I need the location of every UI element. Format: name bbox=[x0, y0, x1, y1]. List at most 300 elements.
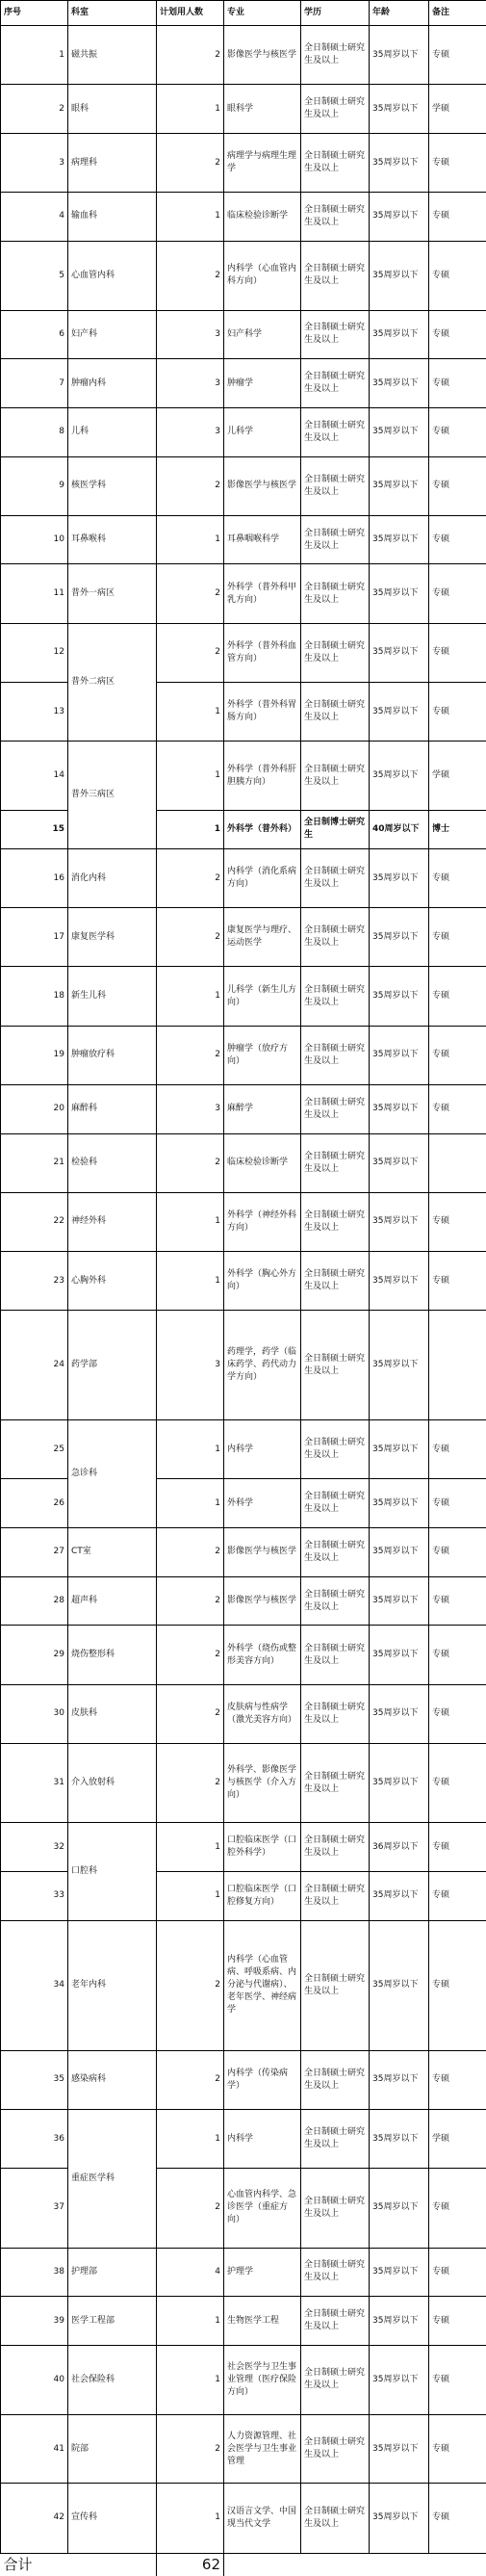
age-cell: 35周岁以下 bbox=[370, 2169, 429, 2248]
header-row bbox=[1, 1, 486, 26]
plan-count: 1 bbox=[157, 1420, 224, 1479]
note-cell: 专硕 bbox=[429, 682, 486, 741]
row-number: 35 bbox=[1, 2050, 68, 2109]
plan-count: 4 bbox=[157, 2248, 224, 2297]
note-cell: 专硕 bbox=[429, 2248, 486, 2297]
table-row bbox=[1, 2345, 486, 2414]
dept-cell: 核医学科 bbox=[68, 456, 157, 515]
dept-cell: 肿瘤放疗科 bbox=[68, 1026, 157, 1084]
education-cell: 全日制硕士研究生及以上 bbox=[301, 1871, 370, 1920]
age-cell: 35周岁以下 bbox=[370, 2414, 429, 2484]
dept-cell: 超声科 bbox=[68, 1576, 157, 1626]
major-cell: 内科学 bbox=[224, 2109, 301, 2168]
plan-count: 1 bbox=[157, 682, 224, 741]
age-cell: 35周岁以下 bbox=[370, 2248, 429, 2297]
table-body bbox=[1, 26, 486, 2554]
note-cell: 专硕 bbox=[429, 359, 486, 408]
age-cell: 35周岁以下 bbox=[370, 1420, 429, 1479]
age-cell: 35周岁以下 bbox=[370, 407, 429, 456]
major-cell: 外科学（普外科胃肠方向） bbox=[224, 682, 301, 741]
education-cell: 全日制硕士研究生及以上 bbox=[301, 2345, 370, 2414]
dept-cell: 耳鼻喉科 bbox=[68, 515, 157, 564]
age-cell: 35周岁以下 bbox=[370, 1528, 429, 1577]
note-cell: 专硕 bbox=[429, 407, 486, 456]
note-cell: 专硕 bbox=[429, 1192, 486, 1251]
major-cell: 心血管内科学、急诊医学（重症方向） bbox=[224, 2169, 301, 2248]
table-row bbox=[1, 1684, 486, 1743]
major-cell: 内科学 bbox=[224, 1420, 301, 1479]
table-row bbox=[1, 2297, 486, 2346]
table-row bbox=[1, 1252, 486, 1311]
table-row bbox=[1, 1920, 486, 2050]
dept-cell: 康复医学科 bbox=[68, 908, 157, 967]
education-cell: 全日制硕士研究生及以上 bbox=[301, 1920, 370, 2050]
major-cell: 眼科学 bbox=[224, 85, 301, 134]
note-cell: 专硕 bbox=[429, 2169, 486, 2248]
row-number: 23 bbox=[1, 1252, 68, 1311]
age-cell: 35周岁以下 bbox=[370, 623, 429, 682]
major-cell: 内科学（传染病学） bbox=[224, 2050, 301, 2109]
major-cell: 外科学（普外科） bbox=[224, 810, 301, 848]
row-number: 33 bbox=[1, 1871, 68, 1920]
education-cell: 全日制硕士研究生及以上 bbox=[301, 2248, 370, 2297]
major-cell: 康复医学与理疗、运动医学 bbox=[224, 908, 301, 967]
note-cell: 学硕 bbox=[429, 742, 486, 811]
major-cell: 麻醉学 bbox=[224, 1084, 301, 1133]
education-cell: 全日制硕士研究生及以上 bbox=[301, 2169, 370, 2248]
header-note: 备注 bbox=[429, 1, 486, 26]
note-cell: 专硕 bbox=[429, 2050, 486, 2109]
row-number: 30 bbox=[1, 1684, 68, 1743]
education-cell: 全日制硕士研究生及以上 bbox=[301, 1084, 370, 1133]
dept-cell: 新生儿科 bbox=[68, 967, 157, 1026]
row-number: 12 bbox=[1, 623, 68, 682]
dept-cell: 药学部 bbox=[68, 1311, 157, 1420]
age-cell: 35周岁以下 bbox=[370, 2484, 429, 2553]
row-number: 37 bbox=[1, 2169, 68, 2248]
row-number: 39 bbox=[1, 2297, 68, 2346]
dept-cell: 心血管内科 bbox=[68, 241, 157, 310]
plan-count: 1 bbox=[157, 810, 224, 848]
dept-cell: 心胸外科 bbox=[68, 1252, 157, 1311]
plan-count: 1 bbox=[157, 2109, 224, 2168]
education-cell: 全日制硕士研究生及以上 bbox=[301, 908, 370, 967]
plan-count: 1 bbox=[157, 967, 224, 1026]
plan-count: 1 bbox=[157, 2484, 224, 2553]
major-cell: 内科学（心血管病、呼吸系病、内分泌与代谢病）、老年医学、神经病学 bbox=[224, 1920, 301, 2050]
major-cell: 病理学与病理生理学 bbox=[224, 133, 301, 192]
age-cell: 35周岁以下 bbox=[370, 742, 429, 811]
row-number: 40 bbox=[1, 2345, 68, 2414]
education-cell: 全日制硕士研究生及以上 bbox=[301, 623, 370, 682]
age-cell: 35周岁以下 bbox=[370, 564, 429, 623]
age-cell: 35周岁以下 bbox=[370, 1576, 429, 1626]
note-cell: 专硕 bbox=[429, 1479, 486, 1528]
note-cell: 专硕 bbox=[429, 1576, 486, 1626]
row-number: 31 bbox=[1, 1743, 68, 1822]
row-number: 11 bbox=[1, 564, 68, 623]
note-cell bbox=[429, 1133, 486, 1192]
age-cell: 35周岁以下 bbox=[370, 85, 429, 134]
plan-count: 2 bbox=[157, 1626, 224, 1684]
plan-count: 1 bbox=[157, 1192, 224, 1251]
dept-cell: 皮肤科 bbox=[68, 1684, 157, 1743]
plan-count: 2 bbox=[157, 1576, 224, 1626]
note-cell: 专硕 bbox=[429, 2345, 486, 2414]
major-cell: 外科学（普外科肝胆胰方向） bbox=[224, 742, 301, 811]
plan-count: 2 bbox=[157, 623, 224, 682]
table-row bbox=[1, 1192, 486, 1251]
dept-cell: 宣传科 bbox=[68, 2484, 157, 2553]
major-cell: 外科学（烧伤或整形美容方向） bbox=[224, 1626, 301, 1684]
education-cell: 全日制硕士研究生及以上 bbox=[301, 1823, 370, 1872]
note-cell: 专硕 bbox=[429, 133, 486, 192]
age-cell: 35周岁以下 bbox=[370, 849, 429, 908]
plan-count: 2 bbox=[157, 133, 224, 192]
education-cell: 全日制硕士研究生及以上 bbox=[301, 85, 370, 134]
dept-cell: 普外三病区 bbox=[68, 742, 157, 849]
plan-count: 2 bbox=[157, 908, 224, 967]
row-number: 41 bbox=[1, 2414, 68, 2484]
education-cell: 全日制硕士研究生及以上 bbox=[301, 2050, 370, 2109]
row-number: 25 bbox=[1, 1420, 68, 1479]
major-cell: 护理学 bbox=[224, 2248, 301, 2297]
major-cell: 儿科学（新生儿方向） bbox=[224, 967, 301, 1026]
age-cell: 35周岁以下 bbox=[370, 967, 429, 1026]
note-cell: 专硕 bbox=[429, 2484, 486, 2553]
plan-count: 1 bbox=[157, 742, 224, 811]
plan-count: 1 bbox=[157, 1871, 224, 1920]
age-cell: 35周岁以下 bbox=[370, 1479, 429, 1528]
major-cell: 外科学（普外科血管方向） bbox=[224, 623, 301, 682]
major-cell: 肿瘤学 bbox=[224, 359, 301, 408]
note-cell: 专硕 bbox=[429, 456, 486, 515]
row-number: 9 bbox=[1, 456, 68, 515]
row-number: 18 bbox=[1, 967, 68, 1026]
note-cell: 专硕 bbox=[429, 515, 486, 564]
plan-count: 2 bbox=[157, 1684, 224, 1743]
age-cell: 35周岁以下 bbox=[370, 1252, 429, 1311]
education-cell: 全日制硕士研究生及以上 bbox=[301, 742, 370, 811]
major-cell: 影像医学与核医学 bbox=[224, 26, 301, 85]
age-cell: 35周岁以下 bbox=[370, 26, 429, 85]
plan-count: 3 bbox=[157, 310, 224, 359]
plan-count: 2 bbox=[157, 1528, 224, 1577]
table-row bbox=[1, 1576, 486, 1626]
dept-cell: 普外二病区 bbox=[68, 623, 157, 741]
plan-count: 1 bbox=[157, 1252, 224, 1311]
note-cell: 专硕 bbox=[429, 908, 486, 967]
age-cell: 35周岁以下 bbox=[370, 1920, 429, 2050]
note-cell: 专硕 bbox=[429, 849, 486, 908]
row-number: 13 bbox=[1, 682, 68, 741]
dept-cell: 眼科 bbox=[68, 85, 157, 134]
row-number: 7 bbox=[1, 359, 68, 408]
table-row bbox=[1, 2484, 486, 2553]
plan-count: 3 bbox=[157, 359, 224, 408]
education-cell: 全日制硕士研究生及以上 bbox=[301, 515, 370, 564]
plan-count: 2 bbox=[157, 1026, 224, 1084]
age-cell: 35周岁以下 bbox=[370, 2050, 429, 2109]
table-row bbox=[1, 1026, 486, 1084]
education-cell: 全日制硕士研究生及以上 bbox=[301, 310, 370, 359]
plan-count: 1 bbox=[157, 193, 224, 242]
table-row bbox=[1, 26, 486, 85]
major-cell: 影像医学与核医学 bbox=[224, 1528, 301, 1577]
row-number: 20 bbox=[1, 1084, 68, 1133]
education-cell: 全日制硕士研究生及以上 bbox=[301, 456, 370, 515]
table-row bbox=[1, 85, 486, 134]
row-number: 17 bbox=[1, 908, 68, 967]
major-cell: 外科学（胸心外方向） bbox=[224, 1252, 301, 1311]
plan-count: 1 bbox=[157, 1479, 224, 1528]
major-cell: 临床检验诊断学 bbox=[224, 1133, 301, 1192]
major-cell: 外科学、影像医学与核医学（介入方向） bbox=[224, 1743, 301, 1822]
education-cell: 全日制硕士研究生及以上 bbox=[301, 682, 370, 741]
education-cell: 全日制硕士研究生及以上 bbox=[301, 1626, 370, 1684]
table-row bbox=[1, 1311, 486, 1420]
education-cell: 全日制硕士研究生及以上 bbox=[301, 1420, 370, 1479]
plan-count: 2 bbox=[157, 1743, 224, 1822]
row-number: 19 bbox=[1, 1026, 68, 1084]
table-row bbox=[1, 967, 486, 1026]
dept-cell: 磁共振 bbox=[68, 26, 157, 85]
row-number: 21 bbox=[1, 1133, 68, 1192]
table-row bbox=[1, 742, 486, 811]
row-number: 32 bbox=[1, 1823, 68, 1872]
plan-count: 3 bbox=[157, 407, 224, 456]
major-cell: 人力资源管理、社会医学与卫生事业管理 bbox=[224, 2414, 301, 2484]
header-dept: 科室 bbox=[68, 1, 157, 26]
row-number: 3 bbox=[1, 133, 68, 192]
dept-cell: 输血科 bbox=[68, 193, 157, 242]
row-number: 5 bbox=[1, 241, 68, 310]
row-number: 16 bbox=[1, 849, 68, 908]
plan-count: 2 bbox=[157, 241, 224, 310]
total-count: 62 bbox=[157, 2553, 224, 2576]
table-row bbox=[1, 310, 486, 359]
header-count: 计划用人数 bbox=[157, 1, 224, 26]
plan-count: 1 bbox=[157, 515, 224, 564]
age-cell: 35周岁以下 bbox=[370, 908, 429, 967]
row-number: 8 bbox=[1, 407, 68, 456]
table-row bbox=[1, 2109, 486, 2168]
header-major: 专业 bbox=[224, 1, 301, 26]
table-row bbox=[1, 193, 486, 242]
dept-cell: 介入放射科 bbox=[68, 1743, 157, 1822]
age-cell: 35周岁以下 bbox=[370, 515, 429, 564]
age-cell: 35周岁以下 bbox=[370, 1311, 429, 1420]
header-edu: 学历 bbox=[301, 1, 370, 26]
table-row bbox=[1, 1626, 486, 1684]
major-cell: 外科学 bbox=[224, 1479, 301, 1528]
age-cell: 35周岁以下 bbox=[370, 1626, 429, 1684]
row-number: 34 bbox=[1, 1920, 68, 2050]
dept-cell: 妇产科 bbox=[68, 310, 157, 359]
education-cell: 全日制硕士研究生及以上 bbox=[301, 1192, 370, 1251]
age-cell: 35周岁以下 bbox=[370, 133, 429, 192]
plan-count: 2 bbox=[157, 26, 224, 85]
table-row bbox=[1, 2050, 486, 2109]
note-cell: 专硕 bbox=[429, 2297, 486, 2346]
dept-cell: 医学工程部 bbox=[68, 2297, 157, 2346]
row-number: 38 bbox=[1, 2248, 68, 2297]
plan-count: 3 bbox=[157, 1084, 224, 1133]
major-cell: 临床检验诊断学 bbox=[224, 193, 301, 242]
note-cell: 专硕 bbox=[429, 193, 486, 242]
table-row bbox=[1, 564, 486, 623]
major-cell: 影像医学与核医学 bbox=[224, 456, 301, 515]
dept-cell: 社会保险科 bbox=[68, 2345, 157, 2414]
education-cell: 全日制硕士研究生及以上 bbox=[301, 1743, 370, 1822]
table-row bbox=[1, 1528, 486, 1577]
age-cell: 35周岁以下 bbox=[370, 456, 429, 515]
dept-cell: 检验科 bbox=[68, 1133, 157, 1192]
row-number: 15 bbox=[1, 810, 68, 848]
dept-cell: CT室 bbox=[68, 1528, 157, 1577]
education-cell: 全日制硕士研究生及以上 bbox=[301, 1684, 370, 1743]
note-cell: 专硕 bbox=[429, 564, 486, 623]
row-number: 27 bbox=[1, 1528, 68, 1577]
table-row bbox=[1, 2414, 486, 2484]
major-cell: 皮肤病与性病学（激光美容方向） bbox=[224, 1684, 301, 1743]
major-cell: 内科学（消化系病方向） bbox=[224, 849, 301, 908]
education-cell: 全日制硕士研究生及以上 bbox=[301, 1479, 370, 1528]
major-cell: 影像医学与核医学 bbox=[224, 1576, 301, 1626]
note-cell: 专硕 bbox=[429, 1823, 486, 1872]
education-cell: 全日制硕士研究生及以上 bbox=[301, 2297, 370, 2346]
major-cell: 肿瘤学（放疗方向） bbox=[224, 1026, 301, 1084]
plan-count: 1 bbox=[157, 2297, 224, 2346]
plan-count: 1 bbox=[157, 85, 224, 134]
note-cell: 专硕 bbox=[429, 310, 486, 359]
dept-cell: 消化内科 bbox=[68, 849, 157, 908]
table-row bbox=[1, 407, 486, 456]
education-cell: 全日制博士研究生 bbox=[301, 810, 370, 848]
note-cell: 专硕 bbox=[429, 1871, 486, 1920]
note-cell: 专硕 bbox=[429, 967, 486, 1026]
age-cell: 35周岁以下 bbox=[370, 1084, 429, 1133]
note-cell: 专硕 bbox=[429, 1684, 486, 1743]
education-cell: 全日制硕士研究生及以上 bbox=[301, 133, 370, 192]
note-cell: 专硕 bbox=[429, 2414, 486, 2484]
dept-cell: 病理科 bbox=[68, 133, 157, 192]
header-no: 序号 bbox=[1, 1, 68, 26]
total-spacer bbox=[224, 2553, 486, 2576]
row-number: 2 bbox=[1, 85, 68, 134]
table-row bbox=[1, 2248, 486, 2297]
plan-count: 2 bbox=[157, 1133, 224, 1192]
row-number: 22 bbox=[1, 1192, 68, 1251]
major-cell: 儿科学 bbox=[224, 407, 301, 456]
plan-count: 2 bbox=[157, 456, 224, 515]
plan-count: 2 bbox=[157, 2169, 224, 2248]
dept-cell: 感染病科 bbox=[68, 2050, 157, 2109]
total-row bbox=[1, 2553, 486, 2576]
major-cell: 外科学（神经外科方向） bbox=[224, 1192, 301, 1251]
note-cell: 专硕 bbox=[429, 1920, 486, 2050]
table-row bbox=[1, 1133, 486, 1192]
major-cell: 内科学（心血管内科方向） bbox=[224, 241, 301, 310]
row-number: 6 bbox=[1, 310, 68, 359]
education-cell: 全日制硕士研究生及以上 bbox=[301, 849, 370, 908]
table-row bbox=[1, 359, 486, 408]
major-cell: 汉语言文学、中国现当代文学 bbox=[224, 2484, 301, 2553]
major-cell: 耳鼻咽喉科学 bbox=[224, 515, 301, 564]
major-cell: 社会医学与卫生事业管理（医疗保险方向） bbox=[224, 2345, 301, 2414]
education-cell: 全日制硕士研究生及以上 bbox=[301, 1133, 370, 1192]
table-row bbox=[1, 908, 486, 967]
plan-count: 2 bbox=[157, 849, 224, 908]
row-number: 4 bbox=[1, 193, 68, 242]
age-cell: 35周岁以下 bbox=[370, 2297, 429, 2346]
education-cell: 全日制硕士研究生及以上 bbox=[301, 1528, 370, 1577]
dept-cell: 儿科 bbox=[68, 407, 157, 456]
note-cell: 专硕 bbox=[429, 623, 486, 682]
note-cell: 博士 bbox=[429, 810, 486, 848]
note-cell: 专硕 bbox=[429, 1084, 486, 1133]
age-cell: 35周岁以下 bbox=[370, 2109, 429, 2168]
note-cell: 专硕 bbox=[429, 1528, 486, 1577]
age-cell: 35周岁以下 bbox=[370, 1743, 429, 1822]
table-row bbox=[1, 1420, 486, 1479]
education-cell: 全日制硕士研究生及以上 bbox=[301, 2109, 370, 2168]
dept-cell: 口腔科 bbox=[68, 1823, 157, 1920]
plan-count: 1 bbox=[157, 2345, 224, 2414]
education-cell: 全日制硕士研究生及以上 bbox=[301, 2484, 370, 2553]
age-cell: 36周岁以下 bbox=[370, 1823, 429, 1872]
plan-count: 2 bbox=[157, 2050, 224, 2109]
note-cell: 专硕 bbox=[429, 1420, 486, 1479]
note-cell: 学硕 bbox=[429, 85, 486, 134]
dept-cell: 烧伤整形科 bbox=[68, 1626, 157, 1684]
row-number: 10 bbox=[1, 515, 68, 564]
dept-cell: 麻醉科 bbox=[68, 1084, 157, 1133]
major-cell: 妇产科学 bbox=[224, 310, 301, 359]
row-number: 14 bbox=[1, 742, 68, 811]
education-cell: 全日制硕士研究生及以上 bbox=[301, 193, 370, 242]
note-cell: 专硕 bbox=[429, 1743, 486, 1822]
row-number: 28 bbox=[1, 1576, 68, 1626]
note-cell: 专硕 bbox=[429, 1252, 486, 1311]
table-row bbox=[1, 849, 486, 908]
age-cell: 35周岁以下 bbox=[370, 1871, 429, 1920]
plan-count: 3 bbox=[157, 1311, 224, 1420]
note-cell: 专硕 bbox=[429, 1626, 486, 1684]
age-cell: 35周岁以下 bbox=[370, 310, 429, 359]
education-cell: 全日制硕士研究生及以上 bbox=[301, 1311, 370, 1420]
dept-cell: 神经外科 bbox=[68, 1192, 157, 1251]
row-number: 26 bbox=[1, 1479, 68, 1528]
major-cell: 药理学，药学（临床药学、药代动力学方向） bbox=[224, 1311, 301, 1420]
header-age: 年龄 bbox=[370, 1, 429, 26]
education-cell: 全日制硕士研究生及以上 bbox=[301, 2414, 370, 2484]
major-cell: 口腔临床医学（口腔外科学） bbox=[224, 1823, 301, 1872]
row-number: 36 bbox=[1, 2109, 68, 2168]
dept-cell: 院部 bbox=[68, 2414, 157, 2484]
row-number: 29 bbox=[1, 1626, 68, 1684]
dept-cell: 普外一病区 bbox=[68, 564, 157, 623]
note-cell: 专硕 bbox=[429, 26, 486, 85]
table-row bbox=[1, 515, 486, 564]
plan-count: 1 bbox=[157, 1823, 224, 1872]
age-cell: 40周岁以下 bbox=[370, 810, 429, 848]
education-cell: 全日制硕士研究生及以上 bbox=[301, 407, 370, 456]
age-cell: 35周岁以下 bbox=[370, 1192, 429, 1251]
education-cell: 全日制硕士研究生及以上 bbox=[301, 564, 370, 623]
education-cell: 全日制硕士研究生及以上 bbox=[301, 1026, 370, 1084]
major-cell: 生物医学工程 bbox=[224, 2297, 301, 2346]
